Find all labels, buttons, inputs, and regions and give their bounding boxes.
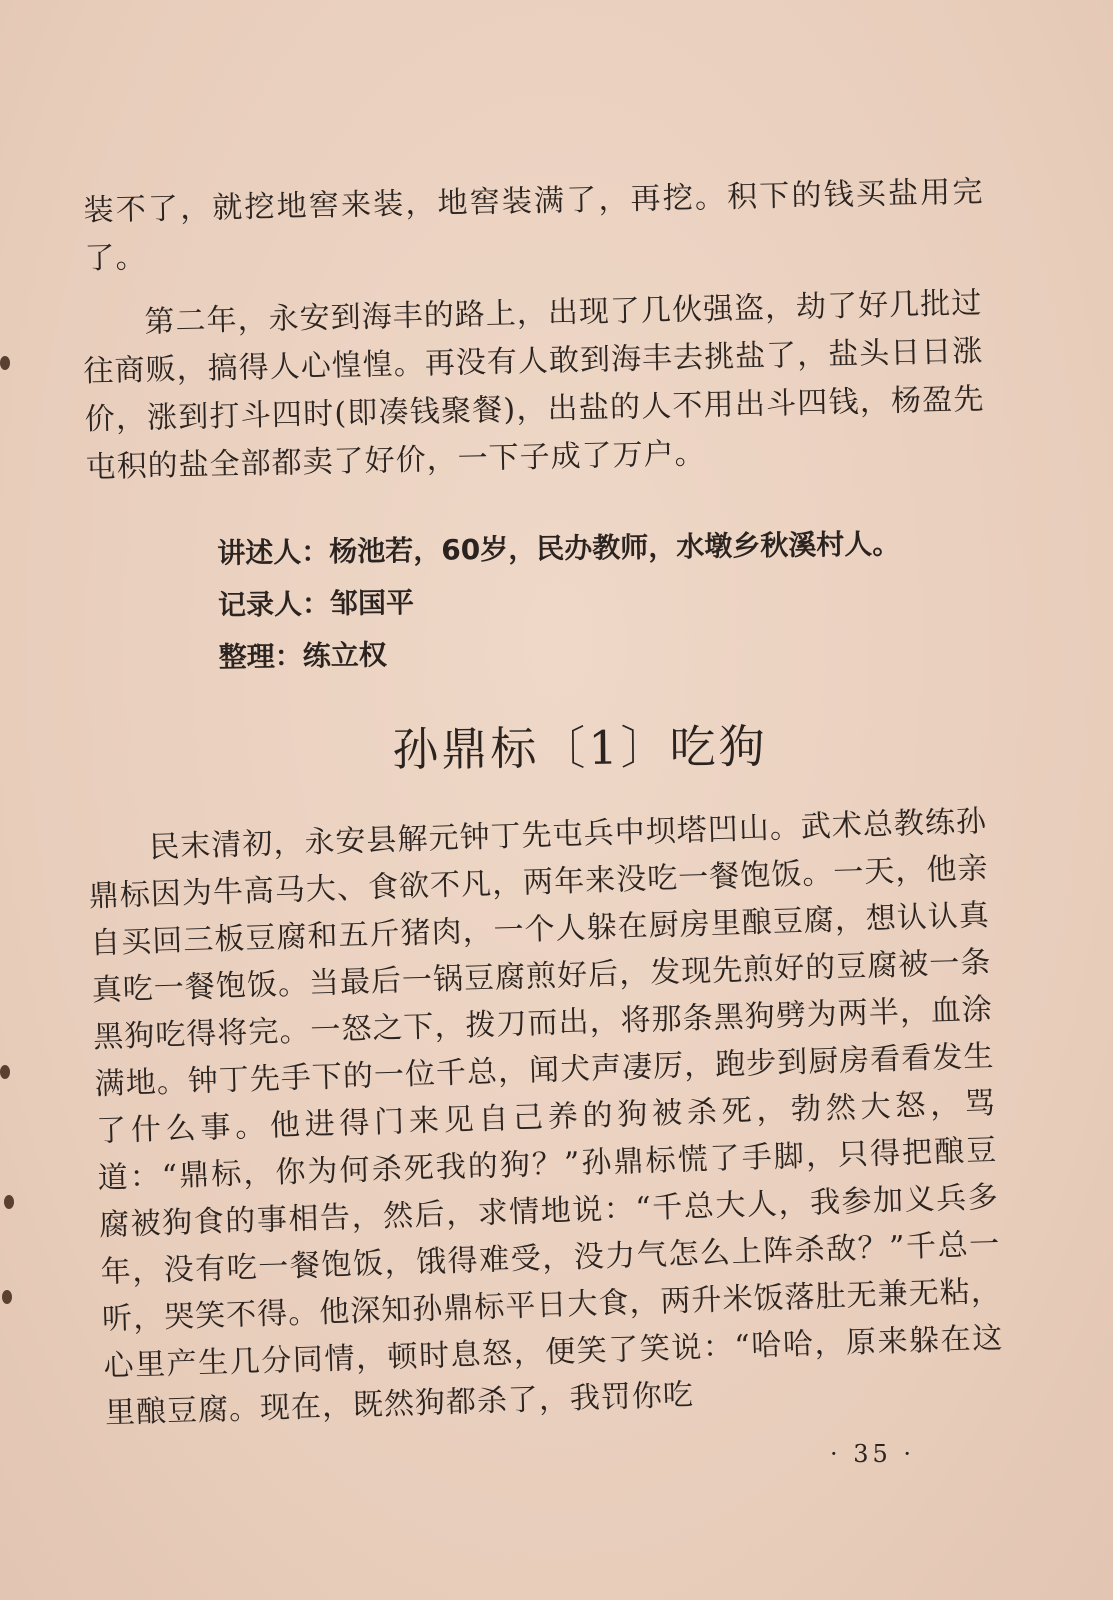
binding-hole-mark xyxy=(2,1290,12,1304)
credit-narrator: 讲述人：杨池若，60岁，民办教师，水墩乡秋溪村人。 xyxy=(217,527,901,570)
binding-hole-mark xyxy=(0,1065,10,1079)
credit-recorder: 记录人：邹国平 xyxy=(217,585,415,622)
paragraph-story-body: 民末清初，永安县解元钟丁先屯兵中坝塔凹山。武术总教练孙鼎标因为牛高马大、食欲不凡，两年来没吃一餐饱饭。一天，他亲自买回三板豆腐和五斤猪肉，一个人躲在厨房里酿豆腐，想认认真真吃一餐饱饭。当最后一锅豆腐煎好后，发现先煎好的豆腐被一条黑狗吃得将完。一怒之下，拨刀而出，将那条黑狗劈为两半，血涂满地。钟丁先手下的一位千总，闻犬声凄厉，跑步到厨房看看发生了什么事。他进得门来见自己养的狗被杀死，勃然大怒，骂道：“鼎标，你为何杀死我的狗？”孙鼎标慌了手脚，只得把酿豆腐被狗食的事相告，然后，求情地说：“千总大人，我参加义兵多年，没有吃一餐饱饭，饿得难受，没力气怎么上阵杀敌？”千总一听，哭笑不得。他深知孙鼎标平日大食，两升米饭落肚无兼无粘，心里产生几分同情，顿时息怒，便笑了笑说：“哈哈，原来躲在这里酿豆腐。现在，既然狗都杀了，我罚你吃 xyxy=(88,804,1004,1431)
binding-hole-mark xyxy=(0,356,10,370)
paragraph-continuation: 装不了，就挖地窖来装，地窖装满了，再挖。积下的钱买盐用完了。 xyxy=(83,174,984,277)
story-title: 孙鼎标〔1〕吃狗 xyxy=(392,719,768,777)
credits-block xyxy=(217,516,1039,683)
paragraph-salt-story: 第二年，永安到海丰的路上，出现了几伙强盗，劫了好几批过往商贩，搞得人心惶惶。再没有人敢到海丰去挑盐了，盐头日日涨价，涨到打斗四时(即凑钱聚餐)，出盐的人不用出斗四钱，杨盈先屯积的盐全部都卖了好价，一下子成了万户。 xyxy=(83,285,985,486)
credit-editor: 整理：练立权 xyxy=(218,638,387,674)
page-number: · 35 · xyxy=(830,1440,916,1468)
binding-hole-mark xyxy=(4,1195,14,1209)
